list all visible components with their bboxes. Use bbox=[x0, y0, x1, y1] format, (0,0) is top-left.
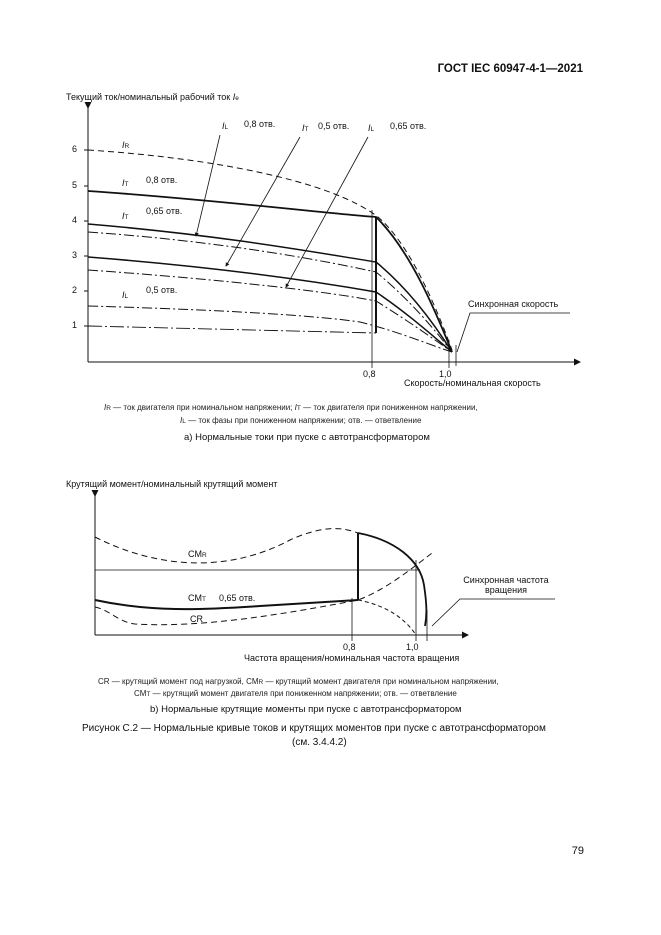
label-IT-0-8 bbox=[122, 178, 129, 188]
top-label-IL-0-8-text: 0,8 отв. bbox=[244, 119, 276, 129]
top-label-IL-0-65-sub: L bbox=[370, 126, 375, 133]
y-tick-3: 3 bbox=[72, 250, 78, 260]
top-label-IL-0-65-sym: I bbox=[368, 123, 371, 133]
sync-freq-label-2: вращения bbox=[485, 585, 527, 595]
sync-freq-label bbox=[460, 575, 552, 595]
legend-a-line1-text: — ток двигателя при номинальном напряжении; bbox=[113, 403, 293, 412]
curve-CMR bbox=[95, 529, 358, 563]
x-axis-label-b: Частота вращения/номинальная частота вращения bbox=[244, 653, 460, 663]
curve-CMT-dashed bbox=[358, 600, 416, 635]
label-IT-0-65-sym: I bbox=[122, 211, 125, 221]
y-tick-6: 6 bbox=[72, 144, 78, 154]
legend-b-line1-rest: — крутящий момент двигателя при номинальном напряжении, bbox=[265, 677, 499, 686]
legend-a-sub-T: T bbox=[296, 405, 301, 412]
y-tick-1: 1 bbox=[72, 320, 78, 330]
document-header: ГОСТ IEC 60947-4-1—2021 bbox=[437, 63, 583, 75]
label-CMR bbox=[188, 549, 207, 559]
y-axis-label-b: Крутящий момент/номинальный крутящий момент bbox=[66, 479, 278, 489]
x-tick-1-0-a: 1,0 bbox=[439, 369, 452, 379]
top-label-IT-0-5-sym: I bbox=[302, 123, 305, 133]
label-IT-0-8-text: 0,8 отв. bbox=[146, 175, 178, 185]
label-IT-0-65 bbox=[122, 211, 129, 221]
legend-b-line1-sub: R bbox=[258, 679, 264, 686]
label-IR-sym: I bbox=[122, 140, 125, 150]
label-IT-0-65-text: 0,65 отв. bbox=[146, 206, 183, 216]
y-tick-2: 2 bbox=[72, 285, 78, 295]
curve-CR bbox=[95, 553, 432, 625]
y-axis-label-a-symbol: I bbox=[232, 92, 236, 102]
label-IT-0-8-sym: I bbox=[122, 178, 125, 188]
legend-a-sub-R: R bbox=[106, 405, 111, 412]
sync-leader-a bbox=[457, 313, 570, 352]
label-IL-0-5-sub: L bbox=[124, 293, 129, 300]
label-CMR-sub: R bbox=[202, 552, 207, 559]
top-label-IL-0-8-sym: I bbox=[222, 121, 225, 131]
top-label-IL-0-65-text: 0,65 отв. bbox=[390, 121, 427, 131]
x-tick-0-8-a: 0,8 bbox=[363, 369, 376, 379]
legend-b-line2-text: CM bbox=[134, 689, 147, 698]
top-label-IT-0-5-text: 0,5 отв. bbox=[318, 121, 350, 131]
top-label-IT-0-5-sub: T bbox=[304, 126, 309, 133]
label-CMT-text: CM bbox=[188, 593, 202, 603]
curve-IL-0-8 bbox=[88, 232, 452, 352]
legend-a-line1 bbox=[104, 403, 478, 412]
y-tick-4: 4 bbox=[72, 215, 78, 225]
legend-a-sub-L: L bbox=[182, 418, 186, 425]
label-IL-0-5 bbox=[122, 290, 128, 300]
legend-b-line2-rest: — крутящий момент двигателя при пониженном напряжении; отв. — ответвление bbox=[152, 689, 457, 698]
legend-a-sym-R: I bbox=[104, 403, 107, 412]
legend-b-line2-sub: T bbox=[146, 691, 151, 698]
label-IT-0-65-sub: T bbox=[124, 214, 129, 221]
top-label-IL-0-65 bbox=[368, 123, 374, 133]
label-CMT bbox=[188, 593, 206, 603]
pointer-IL-0-65 bbox=[286, 137, 368, 287]
legend-a-line2 bbox=[180, 416, 421, 425]
pointer-IL-0-8 bbox=[196, 135, 220, 236]
x-tick-1-0-b: 1,0 bbox=[406, 642, 419, 652]
curve-IT-0-8 bbox=[88, 191, 452, 352]
figure-caption-line1: Рисунок С.2 — Нормальные кривые токов и крутящих моментов при пуске с автотрансформатором bbox=[82, 723, 546, 734]
legend-a-line2-text: — ток фазы при пониженном напряжении; отв. — ответвление bbox=[188, 416, 422, 425]
y-axis-label-a-sub: e bbox=[235, 95, 239, 102]
pointer-IT-0-5 bbox=[226, 137, 300, 266]
caption-a: a) Нормальные токи при пуске с автотрансформатором bbox=[184, 432, 430, 443]
caption-b: b) Нормальные крутящие моменты при пуске с автотрансформатором bbox=[150, 704, 462, 715]
label-CMT-extra: 0,65 отв. bbox=[219, 593, 256, 603]
page-number: 79 bbox=[571, 845, 584, 857]
top-label-IL-0-8-sub: L bbox=[224, 124, 229, 131]
y-axis-label-a-text: Текущий ток/номинальный рабочий ток bbox=[66, 92, 231, 102]
top-label-IL-0-8 bbox=[222, 121, 228, 131]
curve-IT-0-5 bbox=[88, 257, 452, 352]
label-IR-sub: R bbox=[124, 143, 130, 150]
legend-a-sym-T: I bbox=[294, 403, 297, 412]
label-CMT-sub: T bbox=[202, 596, 206, 603]
label-IL-0-5-text: 0,5 отв. bbox=[146, 285, 178, 295]
sync-speed-label: Синхронная скорость bbox=[468, 299, 559, 309]
y-axis-label-a bbox=[66, 92, 239, 102]
figure-caption-line2: (см. 3.4.4.2) bbox=[292, 737, 347, 748]
x-axis-label-a: Скорость/номинальная скорость bbox=[404, 378, 541, 388]
label-CR: CR bbox=[190, 614, 203, 624]
curve-IR bbox=[88, 150, 452, 350]
legend-a-sym-L: I bbox=[180, 416, 183, 425]
curve-IL-0-5 bbox=[88, 306, 452, 352]
legend-b-line2 bbox=[134, 689, 457, 698]
y-tick-5: 5 bbox=[72, 180, 78, 190]
line-1 bbox=[88, 326, 376, 333]
legend-b-line1-text: CR — крутящий момент под нагрузкой, CM bbox=[98, 677, 259, 686]
label-IL-0-5-sym: I bbox=[122, 290, 125, 300]
legend-b-line1 bbox=[98, 677, 499, 686]
label-IR bbox=[122, 140, 129, 150]
sync-leader-b bbox=[432, 599, 555, 626]
x-tick-0-8-b: 0,8 bbox=[343, 642, 356, 652]
label-CMR-text: CM bbox=[188, 549, 202, 559]
label-IT-0-8-sub: T bbox=[124, 181, 129, 188]
sync-freq-label-1: Синхронная частота bbox=[463, 575, 549, 585]
top-label-IT-0-5 bbox=[302, 123, 309, 133]
legend-a-line1b-text: — ток двигателя при пониженном напряжении, bbox=[303, 403, 478, 412]
